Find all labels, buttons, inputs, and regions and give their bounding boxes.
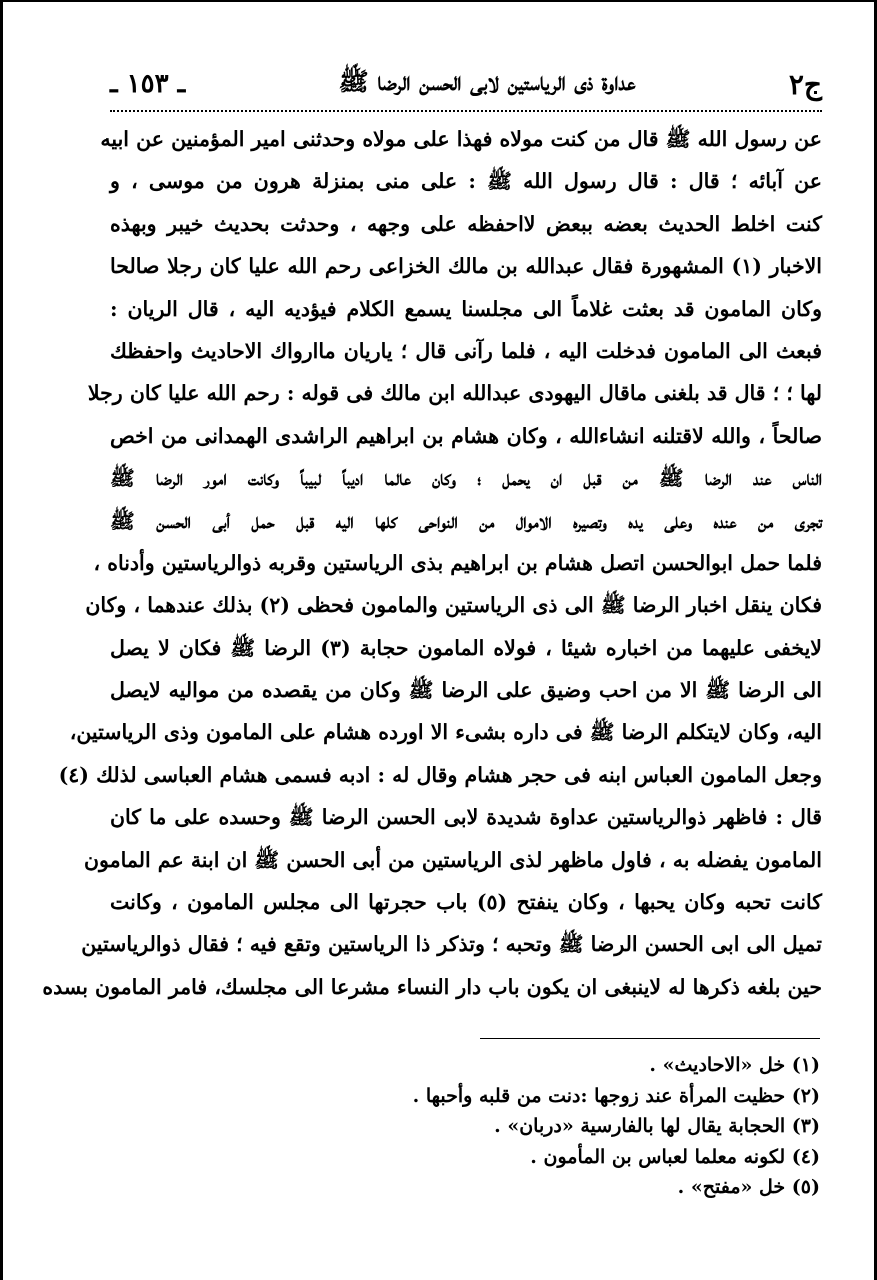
text-line: لها ؛ ؛ قال قد بلغنی ماقال اليهودی عبدالله ابن مالك فی قوله : رحم الله عليا كان رجلا (87, 381, 822, 406)
text-line: تميل الی ابی الحسن الرضا ﷺ وتحبه ؛ وتذكر ذا الرياستين وتقع فيه ؛ فقال ذوالرياستين (81, 932, 822, 957)
text-line: كانت تحبه وكان يحبها ، وكان ينفتح (٥) باب حجرتها الی مجلس المامون ، وكانت (110, 890, 823, 915)
footnote-separator (480, 1038, 820, 1039)
page-border-left (0, 0, 3, 1280)
text-line: اليه، وكان لايتكلم الرضا ﷺ فی داره بشیء الا اورده هشام علی المامون وذی الرياستين، (69, 720, 822, 745)
footnote: (٤) لكونه معلما لعباس بن المأمون . (530, 1145, 820, 1168)
header-dotted-rule (110, 110, 822, 112)
text-line: المامون يفضله به ، فاول ماظهر لذی الرياستين من أبی الحسن ﷺ ان ابنة عم المامون (84, 847, 822, 872)
footnote: (٣) الحجابة يقال لها بالفارسية «دربان» . (494, 1115, 820, 1137)
text-line: كنت اخلط الحديث بعضه ببعض لااحفظه علی وجهه ، وحدثت بحديث خيبر وبهذه (110, 211, 822, 236)
text-line: قال : فاظهر ذوالرياستين عداوة شديدة لابی الحسن الرضا ﷺ وحسده علی ما كان (110, 805, 822, 830)
page-border-top (0, 0, 877, 2)
text-line: تجری من عنده وعلی يده وتصيره الاموال من النواحی كلها اليه قبل حمل أبی الحسن ﷺ (110, 508, 822, 533)
footnote: (٥) خل «مفتح» . (677, 1176, 820, 1198)
running-header (110, 64, 822, 104)
chapter-title: عداوة ذی الرياستين لابی الحسن الرضا ﷺ (338, 66, 636, 96)
text-line: فلما حمل ابوالحسن اتصل هشام بن ابراهيم بذی الرياستين وقربه ذوالرياستين وأدناه ، (93, 550, 822, 575)
page-number: ـ ١٥٣ ـ (110, 69, 186, 99)
text-line: فبعث الی المامون فدخلت اليه ، فلما رآنی قال ؛ ياريان ماارواك الاحاديث واحفظك (110, 338, 822, 363)
text-line: الناس عند الرضا ﷺ من قبل ان يحمل ؛ وكان عالما اديباً لبيباً وكانت امور الرضا ﷺ (110, 466, 822, 491)
text-line: عن آبائه ؛ قال : قال رسول الله ﷺ : علی منی بمنزلة هرون من موسی ، و (110, 169, 822, 194)
text-line: وجعل المامون العباس ابنه فی حجر هشام وقال له : ادبه فسمی هشام العباسی لذلك (٤) (58, 762, 822, 787)
text-line: صالحاً ، والله لاقتلنه انشاءالله ، وكان هشام بن ابراهيم الراشدی الهمدانی من اخص (110, 423, 822, 448)
text-line: لايخفی عليهما من اخباره شيئا ، فولاه المامون حجابة (٣) الرضا ﷺ فكان لا يصل (110, 635, 822, 660)
text-line: فكان ينقل اخبار الرضا ﷺ الی ذی الرياستين والمامون فحظی (٢) بذلك عندهما ، وكان (85, 593, 822, 618)
text-line: الی الرضا ﷺ الا من احب وضيق علی الرضا ﷺ وكان من يقصده من مواليه لايصل (110, 678, 822, 703)
text-line: الاخبار (١) المشهورة فقال عبدالله بن مالك الخزاعی رحم الله عليا كان رجلا صالحا (110, 254, 823, 279)
text-line: عن رسول الله ﷺ قال من كنت مولاه فهذا علی مولاه وحدثنی امير المؤمنين عن ابيه (100, 127, 822, 151)
footnotes (250, 1050, 820, 1203)
text-line: وكان المامون قد بعثت غلاماً الی مجلسنا يسمع الكلام فيؤديه اليه ، قال الريان : (110, 296, 822, 321)
volume-label: ج٢ (788, 67, 822, 101)
main-text (42, 118, 823, 1008)
text-line: حين بلغه ذكرها له لاينبغی ان يكون باب دار النساء مشرعا الی مجلسك، فامر المامون بسده (42, 974, 822, 999)
footnote: (١) خل «الاحاديث» . (649, 1054, 820, 1076)
footnote: (٢) حظيت المرأة عند زوجها :دنت من قلبه وأحبها . (412, 1084, 820, 1107)
